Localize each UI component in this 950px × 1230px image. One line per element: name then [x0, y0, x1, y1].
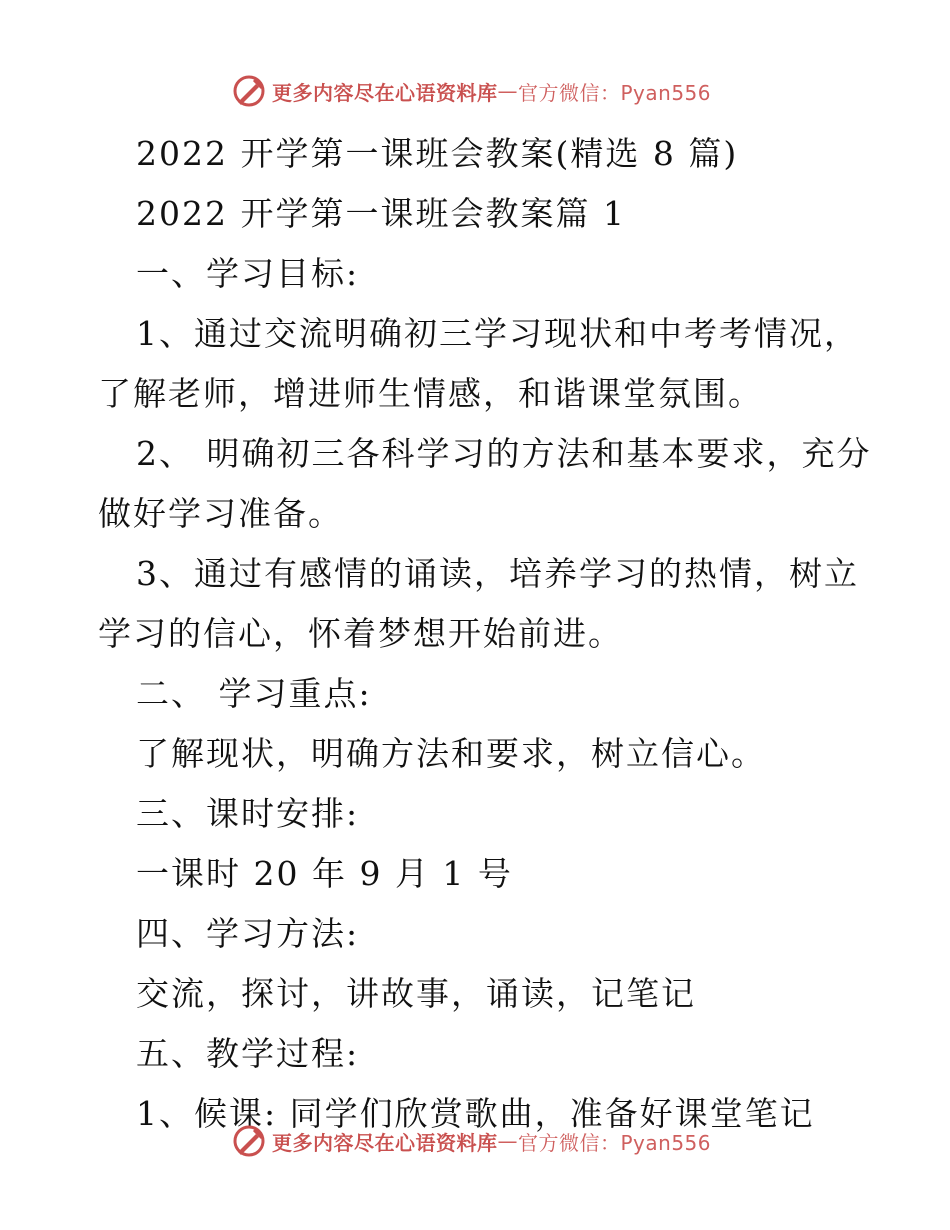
watermark-header	[232, 71, 752, 111]
document-line: 二、 学习重点:	[136, 674, 372, 713]
watermark-separator: —	[497, 1129, 518, 1153]
document-body	[98, 124, 872, 1144]
document-line: 三、课时安排:	[136, 794, 360, 833]
watermark-separator: —	[497, 79, 518, 103]
watermark-text: 更多内容尽在心语资料库	[272, 1130, 498, 1155]
pen-logo-icon	[232, 1124, 266, 1158]
watermark-footer	[232, 1121, 752, 1161]
document-line: 3、通过有感情的诵读，培养学习的热情，树立	[136, 554, 859, 593]
watermark-text: 更多内容尽在心语资料库	[272, 80, 498, 105]
watermark-contact: 官方微信：Pyan556	[518, 80, 712, 105]
document-line: 四、学习方法:	[136, 914, 360, 953]
document-line: 一、学习目标:	[136, 254, 360, 293]
document-line: 1、通过交流明确初三学习现状和中考考情况，	[136, 314, 859, 353]
document-line: 2022 开学第一课班会教案(精选 8 篇)	[136, 134, 739, 173]
document-line: 学习的信心，怀着梦想开始前进。	[98, 614, 623, 653]
pen-logo-icon	[232, 74, 266, 108]
watermark-contact: 官方微信：Pyan556	[518, 1130, 712, 1155]
document-line: 一课时 20 年 9 月 1 号	[136, 854, 513, 893]
document-line: 五、教学过程:	[136, 1034, 360, 1073]
document-line: 了解老师，增进师生情感，和谐课堂氛围。	[98, 374, 763, 413]
document-line: 了解现状，明确方法和要求，树立信心。	[136, 734, 766, 773]
document-line: 做好学习准备。	[98, 494, 343, 533]
document-line: 1、候课: 同学们欣赏歌曲，准备好课堂笔记	[136, 1094, 815, 1133]
document-line: 2、 明确初三各科学习的方法和基本要求，充分	[136, 434, 872, 473]
document-line: 2022 开学第一课班会教案篇 1	[136, 194, 626, 233]
document-line: 交流，探讨，讲故事，诵读，记笔记	[136, 974, 696, 1013]
